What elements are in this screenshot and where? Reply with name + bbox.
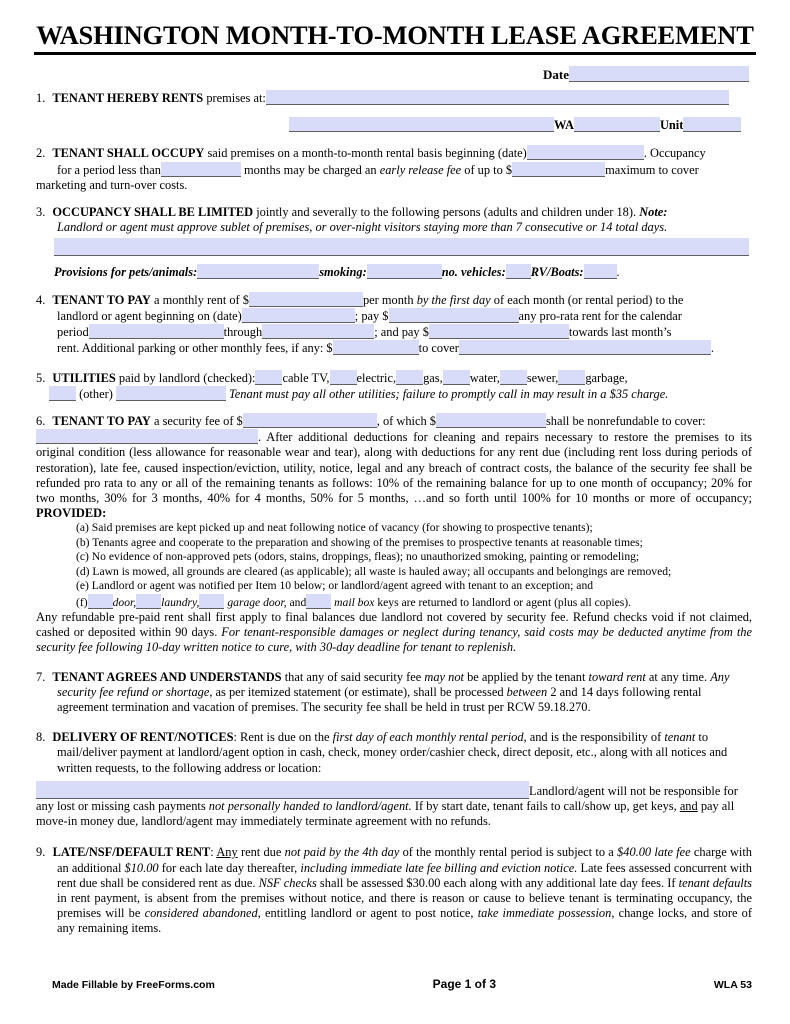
zip-field[interactable] [574, 117, 660, 132]
section-6-item-d: (d) Lawn is mowed, all grounds are cleared (as applicable); all waste is hauled away; all occupants and belongings are removed; [76, 564, 672, 578]
section-7-text-4: , as per itemized statement (or estimate), shall be processed [209, 684, 504, 699]
utility-other-label: (other) [79, 386, 113, 401]
title-container [0, 0, 790, 55]
section-4-text-11: rent. Additional parking or other monthly fees, if any: $ [57, 341, 333, 356]
section-6-item-a: (a) Said premises are kept picked up and neat following notice of vacancy (for showing to prospective tenants); [76, 521, 593, 535]
utility-checkbox-water[interactable] [443, 370, 470, 385]
section-6-heading: TENANT TO PAY [52, 414, 151, 429]
item-f-and: and [289, 595, 307, 609]
utility-checkbox-garbage[interactable] [558, 370, 585, 385]
section-2-line2 [36, 162, 752, 178]
section-3-note: Landlord or agent must approve sublet of premises, or over-night visitors staying more than 7 consecutive or 14 total days. [57, 220, 668, 235]
utility-other-field[interactable] [116, 386, 226, 401]
footer-page-number: Page 1 of 3 [432, 977, 497, 991]
section-6-item-f [36, 594, 752, 610]
state-label: WA [554, 118, 574, 133]
section-7 [36, 670, 752, 716]
monthly-rent-field[interactable] [249, 292, 363, 307]
section-4-number: 4. [36, 292, 46, 307]
rv-boats-label: RV/Boats: [530, 264, 584, 279]
vehicles-field[interactable] [506, 264, 531, 279]
utility-checkbox-cable-tv[interactable] [255, 370, 282, 385]
rv-boats-field[interactable] [584, 264, 617, 279]
section-7-number: 7. [36, 669, 46, 684]
section-9-emph-6: tenant defaults [678, 875, 752, 890]
section-8-number: 8. [36, 730, 46, 745]
section-9-text-6: Late fees assessed concurrent with rent due shall be considered rent as due. [57, 860, 752, 890]
section-8-text-5: If by start date, tenant fails to call/show up, get keys, [414, 798, 677, 813]
utility-label-garbage: garbage, [585, 370, 628, 385]
smoking-field[interactable] [367, 264, 442, 279]
section-2-text-2: . Occupancy [643, 146, 706, 161]
utility-label-electric: electric, [356, 370, 397, 385]
pets-label: Provisions for pets/animals: [54, 264, 198, 279]
prorata-period-to-field[interactable] [262, 324, 374, 339]
page-footer [0, 977, 790, 991]
section-9-emph-8: take immediate possession [477, 906, 612, 921]
utility-label-sewer: sewer, [526, 370, 559, 385]
section-5-text-1: paid by landlord (checked): [118, 370, 256, 385]
section-9-emph-7: considered abandoned [144, 906, 258, 921]
utilities-notice: Tenant must pay all other utilities; failure to promptly call in may result in a $35 charge. [229, 386, 669, 401]
date-row [36, 66, 752, 82]
section-4-text-3: of each month (or rental period) to the [493, 292, 684, 307]
section-8-emph-1: first day of each monthly rental period, [332, 730, 527, 745]
section-4 [36, 292, 752, 308]
section-5-heading: UTILITIES [52, 370, 116, 385]
section-7-emph-3: Any security fee refund or shortage [57, 669, 730, 699]
rent-delivery-address-field[interactable] [36, 781, 529, 799]
section-3-provisions-row [36, 264, 752, 280]
section-4-text-13: . [710, 341, 715, 356]
section-6-tail-2: For tenant-responsible damages or neglect during tenancy, said costs may be deducted anytime from the security fee following 10-day written notice to cure, with 30-day deadline for tenant to replenish. [36, 625, 752, 655]
section-9-text-9: , entitling landlord or agent to post notice, [257, 906, 474, 921]
section-2-text-3: for a period less than [57, 162, 161, 177]
early-release-fee-field[interactable] [512, 162, 605, 177]
utility-label-cable-tv: cable TV, [282, 370, 330, 385]
section-2-text-6: maximum to cover [605, 162, 699, 177]
mailbox-key-label: mail box [334, 595, 375, 609]
section-7-text-5: 2 and 14 days following rental agreement termination and vacation of premises. The security fee shall be held in trust per RCW 59.18.270. [57, 684, 702, 714]
prorata-period-from-field[interactable] [89, 324, 224, 339]
section-4-text-2: per month [362, 292, 414, 307]
section-6-tail-1: Any refundable pre-paid rent shall first apply to final balances due landlord not covered by security fee. Refund checks void if not claimed, cashed or deposited within 90 days. [36, 609, 752, 640]
section-6-item-e: (e) Landlord or agent was notified per Item 10 below; or landlord/agent agreed with tenant to an exception; and [76, 579, 594, 593]
section-7-text-1: that any of said security fee [284, 669, 422, 684]
utility-checkbox-sewer[interactable] [500, 370, 527, 385]
section-1 [36, 90, 752, 106]
unit-field[interactable] [683, 117, 741, 132]
section-7-emph-4: between [506, 684, 548, 699]
section-2-line3 [36, 178, 752, 193]
section-4-text-1: a monthly rent of $ [154, 292, 249, 307]
section-8 [36, 730, 752, 776]
section-8-emph-3: not personally handed to landlord/agent. [208, 798, 412, 813]
mailbox-keys-count-field[interactable] [306, 594, 331, 609]
parking-fee-field[interactable] [333, 340, 419, 355]
early-release-fee-emphasis: early release fee [379, 162, 462, 177]
section-9-emph-5: NSF checks [258, 875, 317, 890]
section-7-emph-1: may not [424, 669, 464, 684]
section-4-text-5: ; pay $ [354, 309, 389, 324]
section-6-number: 6. [36, 414, 46, 429]
section-9-emph-3: $10.00 [124, 860, 159, 875]
section-9-text-2: rent due [240, 845, 282, 860]
section-4-text-9: ; and pay $ [374, 325, 429, 340]
footer-attribution: Made Fillable by FreeForms.com [52, 979, 215, 991]
section-4-text-6: any pro-rata rent for the calendar [518, 309, 682, 324]
rent-begin-date-field[interactable] [242, 308, 355, 323]
section-2-text-4: months may be charged an [244, 162, 377, 177]
section-1-line2 [36, 117, 752, 133]
section-9-emph-4: including immediate late fee billing and eviction notice. [300, 860, 578, 875]
section-5-line2 [36, 386, 752, 402]
occupants-names-field[interactable] [54, 238, 749, 256]
section-9-underline-any: Any [216, 845, 238, 860]
section-7-heading: TENANT AGREES AND UNDERSTANDS [52, 669, 282, 684]
unit-label: Unit [659, 118, 684, 133]
provided-label: PROVIDED: [36, 506, 107, 521]
smoking-label: smoking: [319, 264, 367, 279]
section-4-text-8: through [223, 325, 263, 340]
section-4-text-4: landlord or agent beginning on (date) [57, 309, 242, 324]
vehicles-label: no. vehicles: [441, 264, 506, 279]
section-3-note-label: Note: [639, 205, 668, 220]
section-3-period: . [616, 264, 620, 279]
section-3-text-1: jointly and severally to the following persons (adults and children under 18). [256, 205, 637, 220]
section-6-text-1: a security fee of $ [154, 414, 243, 429]
section-6 [36, 413, 752, 429]
section-9 [36, 845, 752, 936]
last-month-rent-field[interactable] [429, 324, 569, 339]
section-8-text-1: : Rent is due on the [233, 730, 330, 745]
door-keys-count-field[interactable] [88, 594, 113, 609]
section-8-address-row [36, 781, 752, 830]
nonrefundable-fee-field[interactable] [436, 413, 546, 428]
premises-city-field[interactable] [289, 117, 554, 132]
section-6-tail [36, 610, 752, 656]
section-8-text-6: pay all move-in money due, landlord/agent may immediately terminate agreement with no refunds. [36, 798, 735, 829]
section-9-emph-2: $40.00 late fee [617, 845, 691, 860]
section-8-heading: DELIVERY OF RENT/NOTICES [52, 730, 234, 745]
section-8-text-2: and is the responsibility of [529, 730, 662, 745]
section-6-text-4: . After additional deductions for cleaning and repairs necessary to restore the premises to its original condition (less allowance for reasonable wear and tear), along with deductions for any rent due (including rent loss during periods of restoration), late fee, caused inspection/eviction, utility, notice, legal and any breach of contract costs, the balance of the security fee shall be refunded pro rata to any or all of the remaining tenants as follows: 10% of the remaining balance for up to one month of occupancy; 20% for two months, 30% for 3 months, 40% for 4 months, 50% for 5 months, …and so forth until 100% for 10 months or more of occupancy; [36, 430, 752, 506]
section-3 [36, 205, 752, 220]
section-4-text-12: to cover [418, 341, 459, 356]
section-4-text-10: towards last month’s [568, 325, 672, 340]
section-2-text-7: marketing and turn-over costs. [36, 177, 188, 192]
section-9-text-4: charge with an additional [57, 845, 752, 875]
section-4-line4 [36, 340, 752, 356]
laundry-key-label: laundry, [161, 595, 200, 609]
section-3-occupants-row [36, 238, 752, 256]
first-day-emphasis: by the first day [416, 292, 491, 307]
date-field[interactable] [569, 66, 749, 82]
section-9-text-1: : [210, 845, 214, 860]
item-f-tail: keys are returned to landlord or agent (plus all copies). [377, 595, 632, 609]
section-4-heading: TENANT TO PAY [52, 292, 151, 307]
laundry-keys-count-field[interactable] [136, 594, 161, 609]
section-9-heading: LATE/NSF/DEFAULT RENT [52, 845, 211, 860]
minimum-months-field[interactable] [161, 162, 241, 177]
section-4-text-7: period [57, 325, 89, 340]
section-8-underline-and: and [679, 798, 698, 813]
section-9-text-3: of the monthly rental period is subject to a [402, 845, 614, 860]
section-7-emph-2: toward rent [588, 669, 646, 684]
date-label: Date [543, 66, 569, 82]
section-3-number: 3. [36, 205, 46, 220]
prorata-amount-field[interactable] [389, 308, 519, 323]
section-2-number: 2. [36, 146, 46, 161]
section-1-heading: TENANT HEREBY RENTS [52, 91, 204, 106]
document-body [0, 66, 790, 937]
footer-form-code: WLA 53 [713, 979, 752, 991]
section-8-text-3: to mail/deliver payment at landlord/agent option in cash, check, money order/cashier check, direct deposit, etc., along with all notices and written requests, to the following address or location: [57, 730, 728, 775]
section-7-text-3: at any time. [648, 669, 708, 684]
premises-address-field[interactable] [266, 90, 729, 105]
section-6-item-c: (c) No evidence of non-approved pets (odors, stains, droppings, fleas); no unauthorized smoking, painting or remodeling; [76, 550, 640, 564]
section-8-text-4: Landlord/agent will not be responsible for any lost or missing cash payments [36, 783, 738, 813]
utility-checkbox-other[interactable] [49, 386, 76, 401]
section-5 [36, 370, 752, 386]
section-9-text-10: , change locks, and store of any remaining items. [57, 906, 752, 936]
section-6-text-3: shall be nonrefundable to cover: [545, 414, 706, 429]
section-2-heading: TENANT SHALL OCCUPY [52, 146, 205, 161]
utility-checkbox-gas[interactable] [396, 370, 423, 385]
section-9-number: 9. [36, 845, 46, 860]
utility-label-water: water, [469, 370, 500, 385]
section-4-line2 [36, 308, 752, 324]
section-1-text: premises at: [206, 91, 266, 106]
section-9-emph-1: not paid by the 4th day [284, 845, 400, 860]
garage-keys-count-field[interactable] [199, 594, 224, 609]
section-9-text-7: shall be assessed $30.00 each along with any additional late day fees. If [319, 875, 676, 890]
section-6-item-b: (b) Tenants agree and cooperate to the preparation and showing of the premises to prospective tenants at reasonable times; [76, 535, 643, 549]
page-title: WASHINGTON MONTH-TO-MONTH LEASE AGREEMENT [34, 22, 755, 55]
item-f-label: (f) [76, 595, 88, 609]
section-9-text-8: in rent payment, is absent from the premises without notice, and there is reason or cause to believe tenant is terminating occupancy, the premises will be [57, 890, 752, 921]
utility-checkbox-electric[interactable] [330, 370, 357, 385]
security-fee-field[interactable] [243, 413, 377, 428]
door-key-label: door, [112, 595, 137, 609]
section-6-text-2: , of which $ [376, 414, 436, 429]
section-5-number: 5. [36, 370, 46, 385]
nonrefundable-cover-field[interactable] [36, 429, 258, 444]
section-7-text-2: be applied by the tenant [467, 669, 586, 684]
section-2-text-1: said premises on a month-to-month rental basis beginning (date) [207, 146, 527, 161]
section-6-body [36, 429, 752, 521]
parking-fee-cover-field[interactable] [459, 340, 711, 355]
section-4-line3 [36, 324, 752, 340]
section-9-text-5: for each late day thereafter, [161, 860, 298, 875]
garage-key-label: garage door, [227, 595, 287, 609]
section-2 [36, 145, 752, 161]
utility-label-gas: gas, [423, 370, 443, 385]
section-2-text-5: of up to $ [464, 162, 513, 177]
occupancy-start-date-field[interactable] [527, 145, 644, 160]
section-1-number: 1. [36, 91, 46, 106]
pets-provisions-field[interactable] [197, 264, 319, 279]
section-8-emph-2: tenant [664, 730, 696, 745]
section-3-heading: OCCUPANCY SHALL BE LIMITED [52, 205, 254, 220]
